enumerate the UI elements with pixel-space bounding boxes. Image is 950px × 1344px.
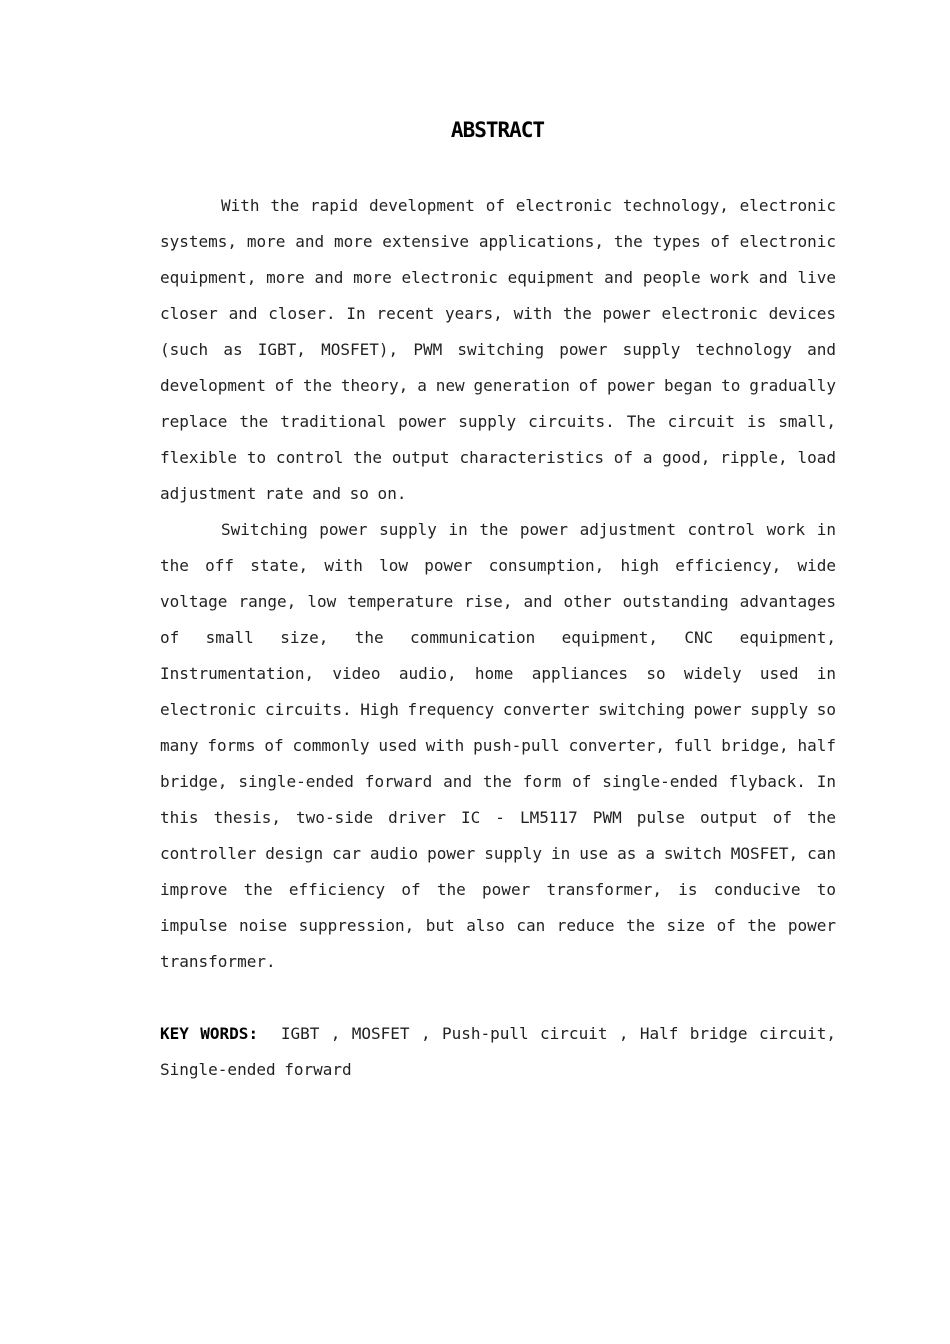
keywords-text: IGBT , MOSFET , Push-pull circuit , Half bridge circuit, Single-ended forward bbox=[160, 1024, 837, 1079]
keywords-label: KEY WORDS: bbox=[160, 1024, 259, 1043]
abstract-paragraph-2: Switching power supply in the power adjustment control work in the off state, with low power consumption, high efficiency, wide voltage range, low temperature rise, and other outstanding advantages of small size, the communication equipment, CNC equipment, Instrumentation, video audio, home appliances so widely used in electronic circuits. High frequency converter switching power supply so many forms of commonly used with push-pull converter, full bridge, half bridge, single-ended forward and the form of single-ended flyback. In this thesis, two-side driver IC - LM5117 PWM pulse output of the controller design car audio power supply in use as a switch MOSFET, can improve the efficiency of the power transformer, is conducive to impulse noise suppression, but also can reduce the size of the power transformer. bbox=[160, 520, 836, 971]
abstract-body bbox=[160, 188, 836, 1088]
keywords-line bbox=[160, 1016, 836, 1088]
abstract-paragraph-1: With the rapid development of electronic technology, electronic systems, more and more extensive applications, the types of electronic equipment, more and more electronic equipment and people work and live closer and closer. In recent years, with the power electronic devices (such as IGBT, MOSFET), PWM switching power supply technology and development of the theory, a new generation of power began to gradually replace the traditional power supply circuits. The circuit is small, flexible to control the output characteristics of a good, ripple, load adjustment rate and so on. bbox=[160, 196, 836, 503]
abstract-title: ABSTRACT bbox=[450, 118, 545, 142]
